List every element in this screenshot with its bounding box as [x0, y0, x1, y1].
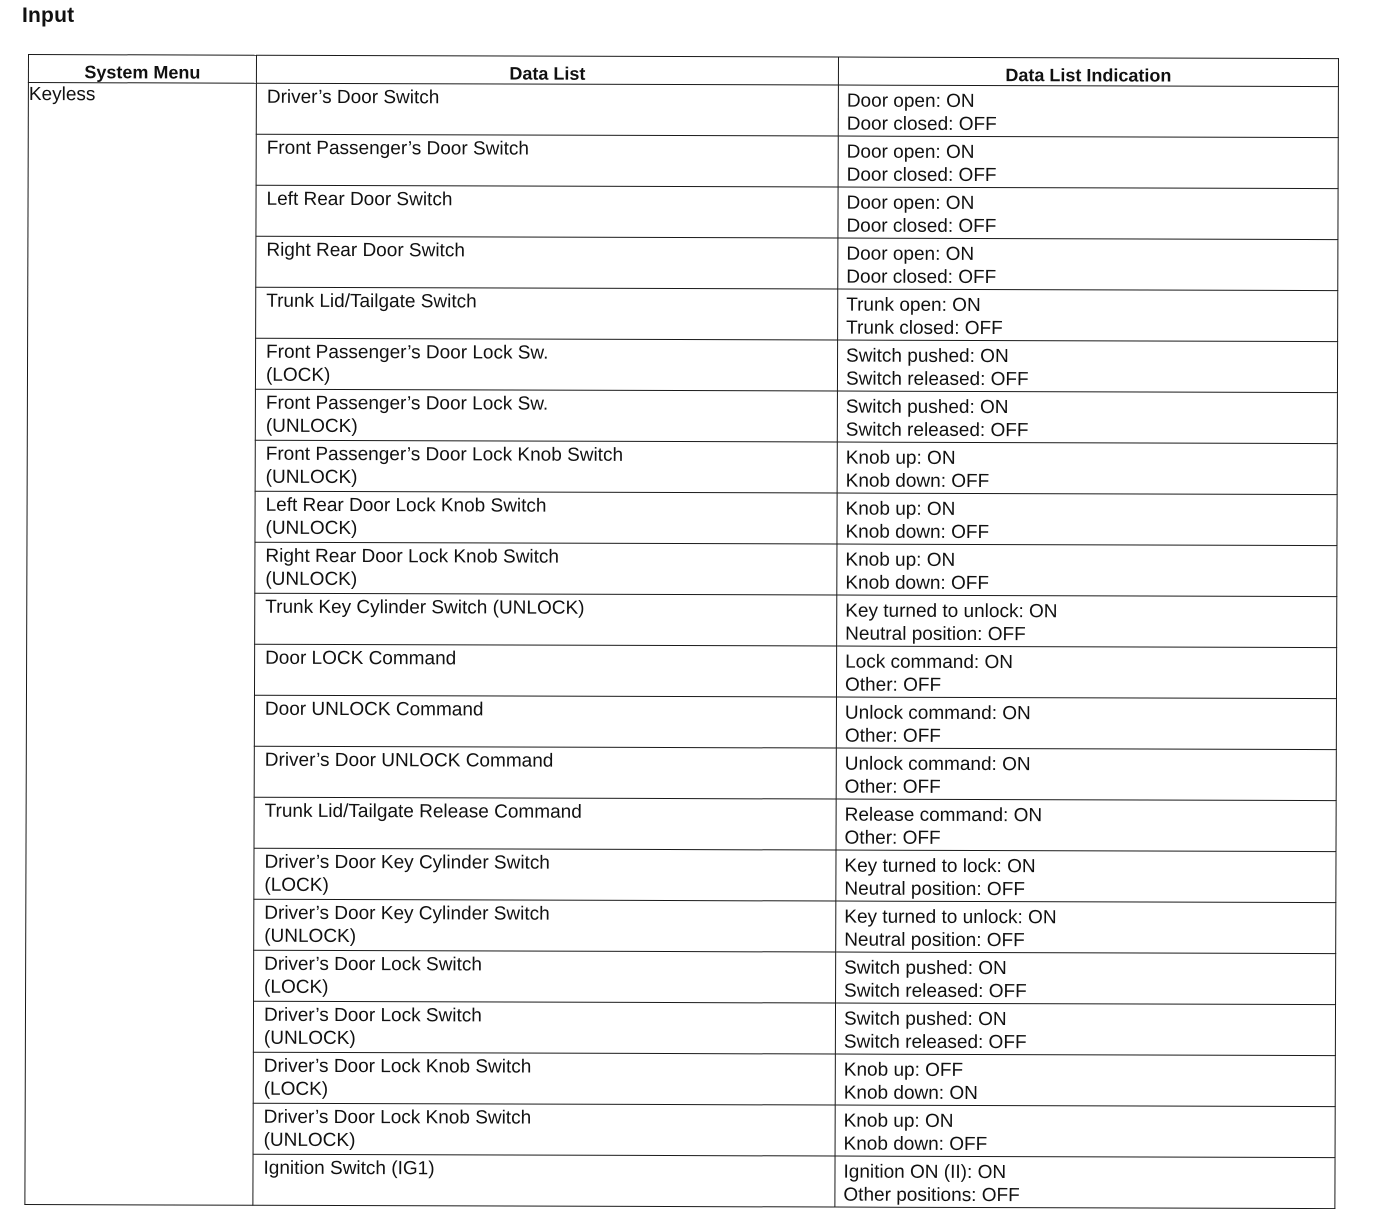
- data-list-item-cell: [254, 644, 836, 697]
- data-list-indication-cell: [835, 1054, 1335, 1107]
- data-list-item-text: (LOCK): [263, 1078, 329, 1100]
- indication-text: Lock command: ON: [845, 651, 1014, 674]
- data-list-item-text: Trunk Lid/Tailgate Switch: [266, 290, 477, 313]
- data-list-indication-cell: [835, 1105, 1335, 1158]
- data-list-indication-cell: [838, 238, 1338, 291]
- data-list-item-cell: [255, 338, 837, 391]
- data-list-indication-cell: [836, 748, 1336, 801]
- data-list-item-text: Left Rear Door Switch: [266, 188, 453, 211]
- data-list-item-text: Front Passenger’s Door Switch: [266, 137, 529, 160]
- indication-text: Switch pushed: ON: [843, 1008, 1007, 1031]
- indication-text: Trunk open: ON: [846, 294, 981, 316]
- data-list-item-text: (LOCK): [265, 364, 331, 386]
- data-list-item-text: (UNLOCK): [265, 517, 358, 540]
- data-list-item-cell: [253, 1001, 835, 1054]
- data-list-item-text: Driver’s Door Lock Knob Switch: [263, 1106, 532, 1129]
- data-list-item-text: Driver’s Door Key Cylinder Switch: [264, 851, 550, 874]
- system-menu-cell: Keyless: [25, 83, 257, 1206]
- header-data-list: Data List: [256, 55, 838, 85]
- data-list-indication-cell: [836, 850, 1336, 903]
- indication-text: Switch pushed: ON: [845, 396, 1009, 419]
- indication-text: Neutral position: OFF: [844, 929, 1025, 952]
- data-list-indication-cell: [838, 85, 1338, 138]
- indication-text: Other: OFF: [844, 776, 941, 798]
- data-list-item-cell: [254, 848, 836, 901]
- data-list-indication-cell: [837, 493, 1337, 546]
- data-list-item-cell: [254, 746, 836, 799]
- indication-text: Neutral position: OFF: [845, 623, 1026, 646]
- data-list-item-cell: [256, 134, 838, 187]
- data-list-indication-cell: [837, 595, 1337, 648]
- data-list-item-text: Right Rear Door Switch: [266, 239, 465, 262]
- indication-text: Key turned to unlock: ON: [845, 600, 1058, 623]
- indication-text: Ignition ON (II): ON: [843, 1161, 1007, 1184]
- data-list-item-cell: [255, 440, 837, 493]
- indication-text: Switch pushed: ON: [844, 957, 1007, 980]
- indication-text: Other positions: OFF: [843, 1184, 1020, 1207]
- data-list-item-text: Door UNLOCK Command: [264, 698, 484, 721]
- data-list-item-text: (LOCK): [264, 874, 329, 896]
- data-list-item-text: Driver’s Door Lock Switch: [263, 1004, 482, 1027]
- data-list-item-cell: [256, 236, 838, 289]
- data-list-indication-cell: [838, 136, 1338, 189]
- data-list-item-text: Trunk Lid/Tailgate Release Command: [264, 800, 582, 823]
- data-list-item-cell: [255, 491, 837, 544]
- data-list-indication-cell: [838, 289, 1338, 342]
- data-list-table: [24, 54, 1339, 1209]
- header-row: [28, 55, 1338, 87]
- data-list-indication-cell: [836, 952, 1336, 1005]
- indication-text: Other: OFF: [844, 827, 941, 849]
- data-list-item-cell: [255, 389, 837, 442]
- indication-text: Knob down: OFF: [845, 521, 990, 544]
- data-list-indication-cell: [836, 646, 1336, 699]
- data-list-indication-cell: [837, 391, 1337, 444]
- indication-text: Switch released: OFF: [845, 368, 1029, 391]
- data-list-item-text: Front Passenger’s Door Lock Knob Switch: [265, 443, 624, 466]
- data-list-item-text: (UNLOCK): [263, 1129, 356, 1152]
- indication-text: Knob up: ON: [843, 1110, 954, 1132]
- data-list-item-text: (UNLOCK): [265, 466, 358, 489]
- indication-text: Other: OFF: [844, 725, 941, 747]
- indication-text: Switch released: OFF: [844, 980, 1027, 1003]
- data-list-indication-cell: [836, 697, 1336, 750]
- indication-text: Door open: ON: [846, 141, 975, 163]
- indication-text: Door closed: OFF: [846, 266, 997, 289]
- data-list-item-cell: [254, 950, 836, 1003]
- data-list-item-text: Front Passenger’s Door Lock Sw.: [265, 392, 549, 415]
- data-list-indication-cell: [836, 901, 1336, 954]
- indication-text: Knob down: OFF: [845, 470, 990, 493]
- indication-text: Knob down: OFF: [845, 572, 989, 595]
- indication-text: Switch released: OFF: [843, 1031, 1027, 1054]
- indication-text: Key turned to unlock: ON: [844, 906, 1057, 929]
- data-list-item-cell: [255, 542, 837, 595]
- data-list-item-text: (UNLOCK): [265, 568, 358, 591]
- data-list-item-cell: [253, 1154, 835, 1207]
- indication-text: Door closed: OFF: [846, 164, 997, 187]
- indication-text: Door open: ON: [846, 243, 975, 265]
- data-list-item-text: Driver’s Door Switch: [266, 86, 440, 109]
- data-list-item-text: Ignition Switch (IG1): [263, 1157, 435, 1180]
- data-list-item-cell: [254, 899, 836, 952]
- data-list-item-cell: [256, 287, 838, 340]
- header-data-list-indication: Data List Indication: [838, 57, 1338, 87]
- indication-text: Switch released: OFF: [845, 419, 1029, 442]
- data-list-item-text: Driver’s Door Lock Knob Switch: [263, 1055, 532, 1078]
- data-list-item-text: (UNLOCK): [263, 1027, 356, 1050]
- data-list-item-text: Driver’s Door UNLOCK Command: [264, 749, 554, 772]
- data-list-item-text: (UNLOCK): [264, 925, 357, 948]
- data-list-indication-cell: [835, 1003, 1335, 1056]
- indication-text: Door closed: OFF: [846, 215, 997, 238]
- data-list-item-text: (LOCK): [264, 976, 329, 998]
- data-list-item-cell: [254, 695, 836, 748]
- table-row: [28, 83, 1338, 138]
- data-list-item-text: Trunk Key Cylinder Switch (UNLOCK): [265, 596, 585, 619]
- indication-text: Knob down: OFF: [843, 1133, 988, 1156]
- data-list-indication-cell: [837, 544, 1337, 597]
- data-list-indication-cell: [837, 442, 1337, 495]
- data-list-item-cell: [256, 185, 838, 238]
- indication-text: Unlock command: ON: [844, 702, 1031, 725]
- indication-text: Unlock command: ON: [844, 753, 1031, 776]
- data-list-item-cell: [256, 83, 838, 136]
- header-system-menu: System Menu: [28, 55, 256, 84]
- data-list-item-text: Right Rear Door Lock Knob Switch: [265, 545, 560, 568]
- indication-text: Knob down: ON: [843, 1082, 978, 1104]
- data-list-indication-cell: [838, 187, 1338, 240]
- indication-text: Knob up: ON: [845, 549, 956, 571]
- indication-text: Knob up: OFF: [843, 1059, 964, 1081]
- data-list-item-text: Front Passenger’s Door Lock Sw.: [266, 341, 549, 364]
- indication-text: Other: OFF: [844, 674, 942, 696]
- indication-text: Neutral position: OFF: [844, 878, 1025, 901]
- table-body: [25, 83, 1339, 1209]
- indication-text: Trunk closed: OFF: [846, 317, 1003, 340]
- data-list-indication-cell: [835, 1156, 1335, 1209]
- indication-text: Key turned to lock: ON: [844, 855, 1036, 878]
- data-list-item-cell: [254, 797, 836, 850]
- indication-text: Door closed: OFF: [846, 113, 997, 136]
- data-list-indication-cell: [837, 340, 1337, 393]
- indication-text: Switch pushed: ON: [846, 345, 1009, 368]
- data-list-item-text: Driver’s Door Key Cylinder Switch: [264, 902, 550, 925]
- data-list-item-cell: [253, 1052, 835, 1105]
- data-list-item-text: Door LOCK Command: [265, 647, 457, 670]
- data-list-item-text: Driver’s Door Lock Switch: [264, 953, 483, 976]
- indication-text: Knob up: ON: [845, 498, 956, 520]
- data-list-item-text: (UNLOCK): [265, 415, 358, 438]
- indication-text: Door open: ON: [846, 192, 975, 214]
- indication-text: Door open: ON: [846, 90, 975, 112]
- data-list-indication-cell: [836, 799, 1336, 852]
- indication-text: Release command: ON: [844, 804, 1043, 827]
- indication-text: Knob up: ON: [845, 447, 956, 469]
- data-list-item-text: Left Rear Door Lock Knob Switch: [265, 494, 547, 517]
- data-list-item-cell: [255, 593, 837, 646]
- page-title: Input: [22, 4, 75, 27]
- data-list-item-cell: [253, 1103, 835, 1156]
